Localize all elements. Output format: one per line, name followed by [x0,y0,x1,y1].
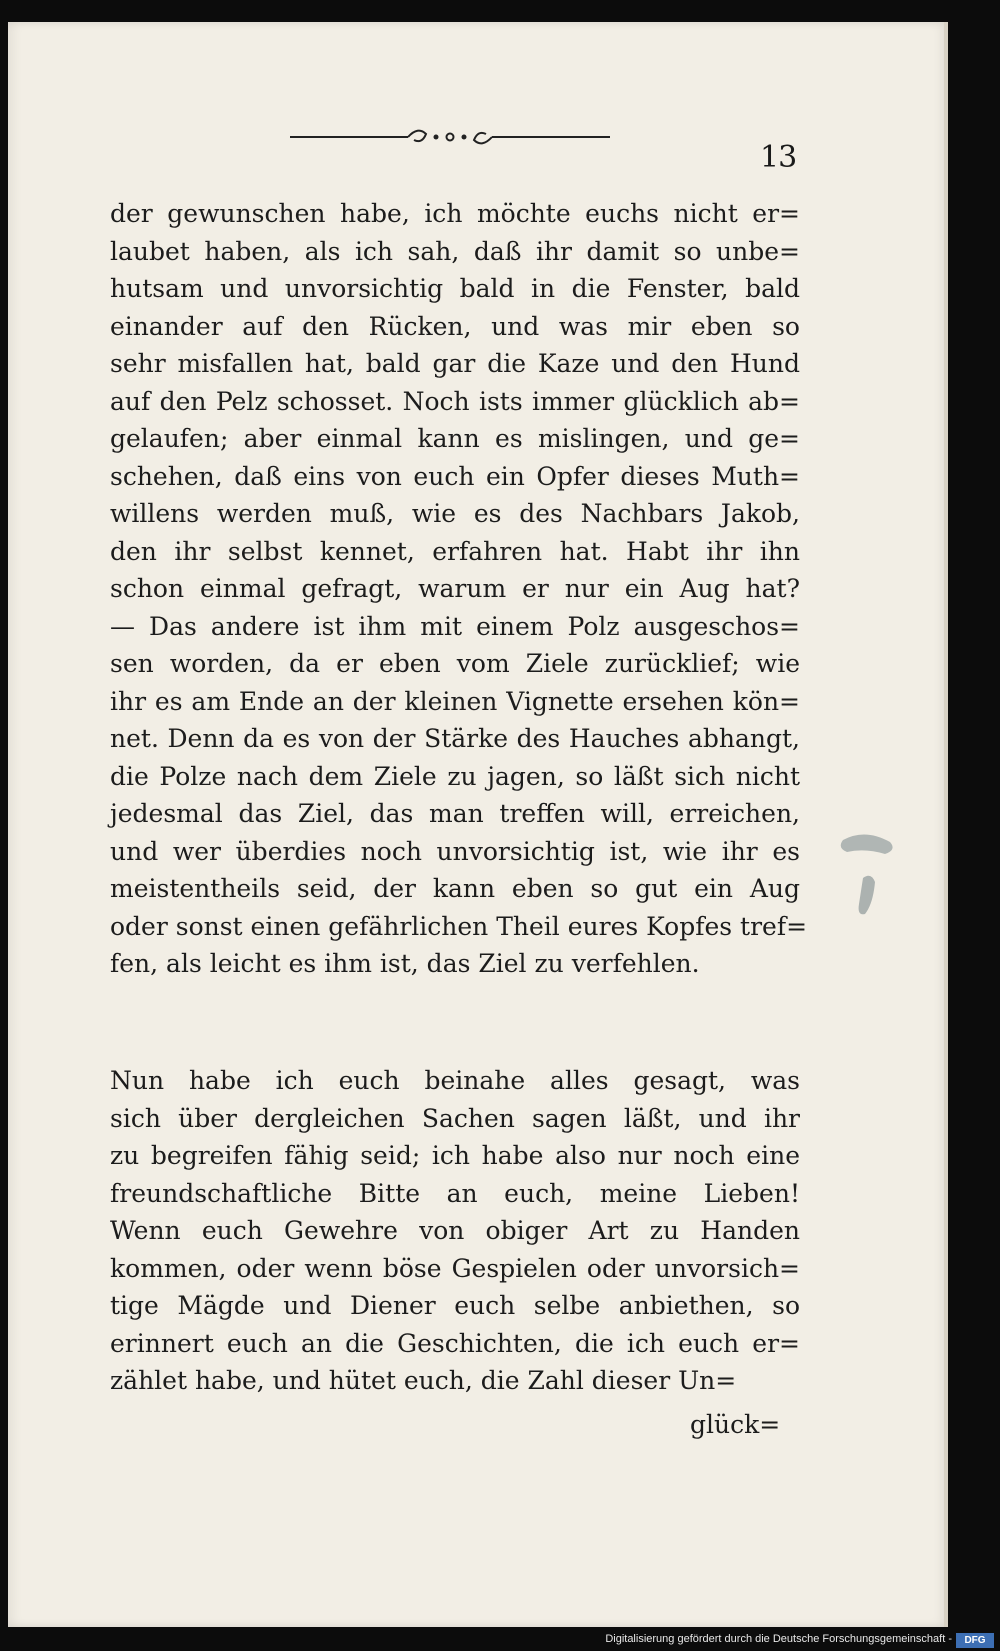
text-line: einander auf den Rücken, und was mir eben so [110,311,800,341]
text-line: Nun habe ich euch beinahe alles gesagt, was [110,1066,800,1095]
text-line: die Polze nach dem Ziele zu jagen, so läßt sich nicht [110,761,800,791]
text-line: hutsam und unvorsichtig bald in die Fenster, bald [110,274,800,303]
text-line: schon einmal gefragt, warum er nur ein Aug hat? [110,574,800,603]
page-edge [944,22,948,1627]
text-line: erinnert euch an die Geschichten, die ich euch er= [110,1328,800,1358]
text-line: sen worden, da er eben vom Ziele zurücklief; wie [110,649,800,678]
text-line: sich über dergleichen Sachen sagen läßt, und ihr [110,1103,800,1133]
text-line: oder sonst einen gefährlichen Theil eures Kopfes tref= [110,911,808,941]
text-line: willens werden muß, wie es des Nachbars Jakob, [110,499,800,528]
printer-ornament-icon [290,122,610,152]
text-line: tige Mägde und Diener euch selbe anbiethen, so [110,1291,800,1320]
text-line: auf den Pelz schosset. Noch ists immer glücklich ab= [110,386,800,416]
text-line: gelaufen; aber einmal kann es mislingen, und ge= [110,424,800,453]
text-line: sehr misfallen hat, bald gar die Kaze und den Hund [110,349,800,378]
text-line: Wenn euch Gewehre von obiger Art zu Handen [110,1216,800,1245]
text-line: schehen, daß eins von euch ein Opfer dieses Muth= [110,461,800,491]
text-line: ihr es am Ende an der kleinen Vignette ersehen kön= [110,686,800,716]
dfg-logo-badge: DFG [956,1633,994,1648]
text-line: meistentheils seid, der kann eben so gut ein Aug [110,874,800,903]
catchword: glück= [690,1410,781,1439]
text-line: fen, als leicht es ihm ist, das Ziel zu verfehlen. [110,949,700,978]
text-line: laubet haben, als ich sah, daß ihr damit so unbe= [110,236,800,266]
text-line: — Das andere ist ihm mit einem Polz ausgeschos= [110,611,800,641]
text-line: freundschaftliche Bitte an euch, meine Lieben! [110,1178,800,1208]
paragraph-2 [110,1062,800,1400]
funding-note: Digitalisierung gefördert durch die Deutsche Forschungsgemeinschaft - [605,1633,952,1645]
text-line: den ihr selbst kennet, erfahren hat. Habt ihr ihn [110,536,800,566]
text-line: jedesmal das Ziel, das man treffen will, erreichen, [110,799,800,828]
text-line: der gewunschen habe, ich möchte euchs nicht er= [110,199,800,228]
text-line: zu begreifen fähig seid; ich habe also nur noch eine [110,1141,800,1170]
ink-stain [835,820,935,930]
text-line: kommen, oder wenn böse Gespielen oder unvorsich= [110,1253,800,1283]
page-number: 13 [760,140,797,175]
text-line: zählet habe, und hütet euch, die Zahl dieser Un= [110,1366,737,1395]
text-line: net. Denn da es von der Stärke des Hauches abhangt, [110,724,800,753]
text-line: und wer überdies noch unvorsichtig ist, wie ihr es [110,836,800,866]
paragraph-1 [110,195,808,983]
